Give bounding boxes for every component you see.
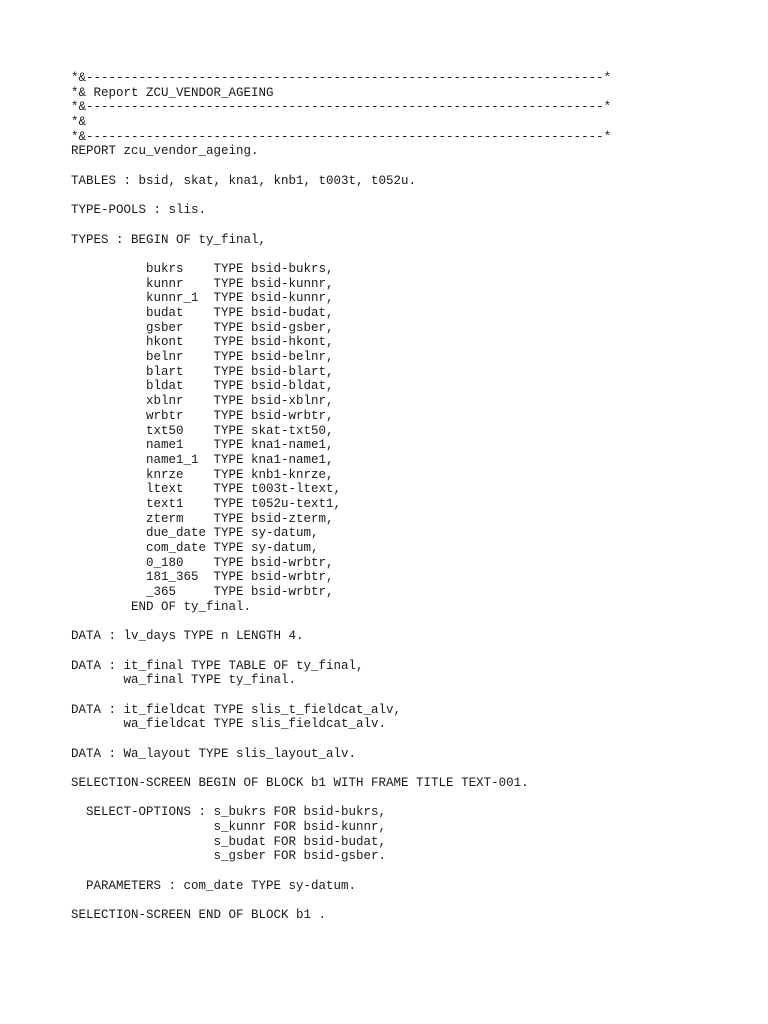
code-line: PARAMETERS : com_date TYPE sy-datum. [71, 878, 357, 893]
code-line: gsber TYPE bsid-gsber, [71, 320, 334, 335]
code-line [71, 894, 611, 909]
code-line: SELECT-OPTIONS : s_bukrs FOR bsid-bukrs, [71, 805, 387, 820]
code-line: text1 TYPE t052u-text1, [71, 496, 342, 511]
code-line: name1 TYPE kna1-name1, [71, 438, 334, 453]
abap-source-code [71, 71, 611, 923]
code-line: belnr TYPE bsid-belnr, [71, 350, 334, 365]
code-line: blart TYPE bsid-blart, [71, 364, 334, 379]
code-line: DATA : lv_days TYPE n LENGTH 4. [71, 629, 304, 644]
code-line [71, 614, 611, 629]
code-line [71, 688, 611, 703]
code-line: wa_fieldcat TYPE slis_fieldcat_alv. [71, 717, 387, 732]
code-line: SELECTION-SCREEN BEGIN OF BLOCK b1 WITH FRAME TITLE TEXT-001. [71, 776, 529, 790]
code-line: wa_final TYPE ty_final. [71, 673, 297, 688]
code-line: zterm TYPE bsid-zterm, [71, 511, 334, 526]
code-line: 181_365 TYPE bsid-wrbtr, [71, 570, 334, 585]
code-line: s_budat FOR bsid-budat, [71, 834, 387, 849]
code-line: REPORT zcu_vendor_ageing. [71, 144, 259, 159]
code-line [71, 247, 611, 262]
code-line: kunnr TYPE bsid-kunnr, [71, 276, 334, 291]
code-line: knrze TYPE knb1-knrze, [71, 467, 334, 482]
code-line: hkont TYPE bsid-hkont, [71, 335, 334, 350]
code-line [71, 644, 611, 659]
code-line: END OF ty_final. [71, 599, 252, 614]
code-line [71, 864, 611, 879]
code-line: *& [71, 115, 87, 130]
code-line: DATA : it_final TYPE TABLE OF ty_final, [71, 658, 364, 673]
code-line: DATA : Wa_layout TYPE slis_layout_alv. [71, 746, 357, 761]
code-line: xblnr TYPE bsid-xblnr, [71, 394, 334, 409]
code-line: SELECTION-SCREEN END OF BLOCK b1 . [71, 908, 327, 923]
code-line: com_date TYPE sy-datum, [71, 541, 319, 555]
code-line: TYPE-POOLS : slis. [71, 203, 207, 218]
code-line: ltext TYPE t003t-ltext, [71, 482, 342, 497]
code-line: DATA : it_fieldcat TYPE slis_t_fieldcat_alv, [71, 702, 402, 717]
code-line [71, 791, 611, 806]
code-line: *&---------------------------------------------------------------------* [71, 129, 612, 144]
code-line: budat TYPE bsid-budat, [71, 306, 334, 320]
code-line: s_kunnr FOR bsid-kunnr, [71, 820, 387, 835]
code-line: kunnr_1 TYPE bsid-kunnr, [71, 291, 334, 306]
code-line: txt50 TYPE skat-txt50, [71, 423, 334, 438]
code-line: wrbtr TYPE bsid-wrbtr, [71, 408, 334, 423]
code-line: *&---------------------------------------------------------------------* [71, 71, 612, 85]
code-line [71, 761, 611, 776]
code-line: *& Report ZCU_VENDOR_AGEING [71, 85, 274, 100]
code-line: s_gsber FOR bsid-gsber. [71, 849, 387, 864]
code-line: *&---------------------------------------------------------------------* [71, 100, 612, 115]
code-line: TABLES : bsid, skat, kna1, knb1, t003t, t052u. [71, 173, 417, 188]
code-line: TYPES : BEGIN OF ty_final, [71, 232, 267, 247]
code-line: due_date TYPE sy-datum, [71, 526, 319, 541]
code-line: bldat TYPE bsid-bldat, [71, 379, 334, 394]
code-line: 0_180 TYPE bsid-wrbtr, [71, 555, 334, 570]
code-line [71, 732, 611, 747]
code-line: _365 TYPE bsid-wrbtr, [71, 585, 334, 600]
code-line [71, 218, 611, 233]
code-line: name1_1 TYPE kna1-name1, [71, 452, 334, 467]
code-line [71, 159, 611, 174]
code-line: bukrs TYPE bsid-bukrs, [71, 261, 334, 276]
code-line [71, 189, 611, 204]
